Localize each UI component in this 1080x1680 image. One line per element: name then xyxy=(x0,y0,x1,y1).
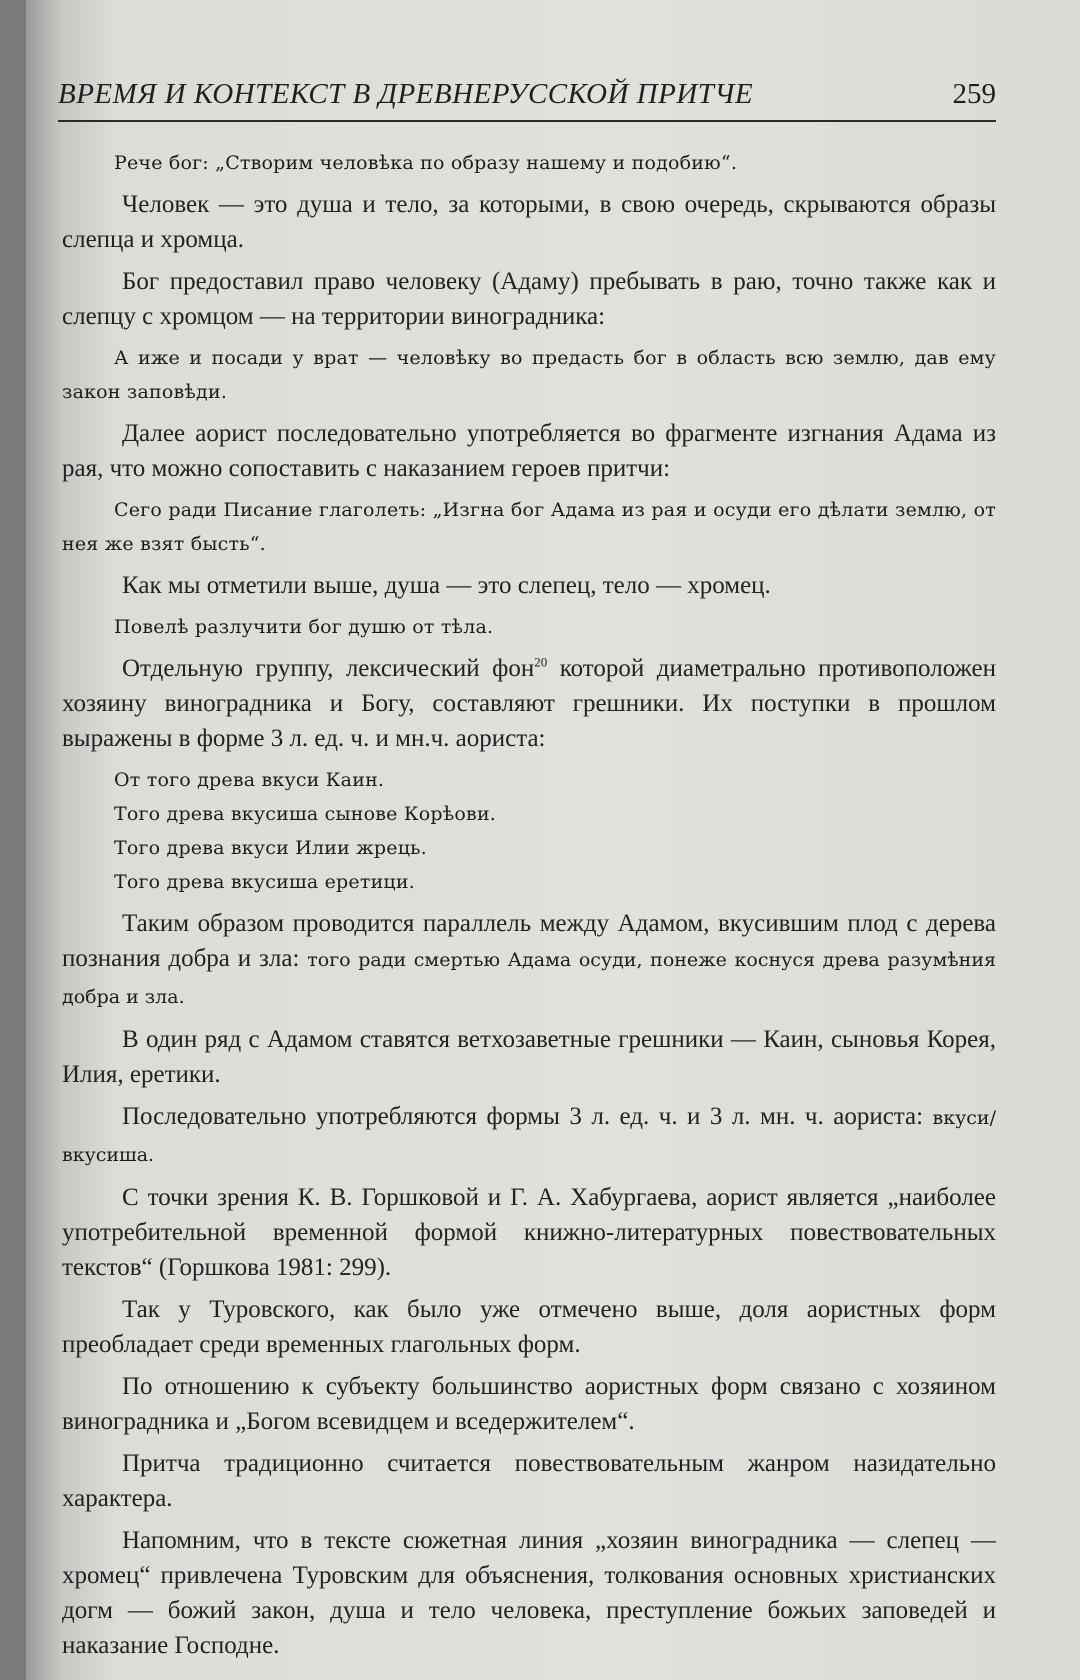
page-number: 259 xyxy=(952,78,996,110)
running-header xyxy=(58,72,996,122)
paragraph: Притча традиционно считается повествовательным жанром назидательно характера. xyxy=(62,1450,996,1512)
paragraph: Человек — это душа и тело, за которыми, в свою очередь, скрываются образы слепца и хромца. xyxy=(62,191,996,253)
quote-church-slavonic: А иже и посади у врат — человѣку во предасть бог в область всю землю, дав ему закон заповѣди. xyxy=(62,347,996,403)
quote-church-slavonic: Повелѣ разлучити бог душю от тѣла. xyxy=(114,616,494,638)
paragraph: По отношению к субъекту большинство аористных форм связано с хозяином виноградника и „Богом всевидцем и вседержителем“. xyxy=(62,1373,996,1435)
paragraph: Далее аорист последовательно употребляется во фрагменте изгнания Адама из рая, что можно сопоставить с наказанием героев притчи: xyxy=(62,420,996,482)
paragraph: С точки зрения К. В. Горшковой и Г. А. Хабургаева, аорист является „наиболее употребительной временной формой книжно-литературных повествовательных текстов“ (Горшкова 1981: 299). xyxy=(62,1184,996,1281)
running-title: ВРЕМЯ И КОНТЕКСТ В ДРЕВНЕРУССКОЙ ПРИТЧЕ xyxy=(58,78,754,110)
quote-church-slavonic: Сего ради Писание глаголеть: „Изгна бог Адама из рая и осуди его дѣлати землю, от нея же взят бысть“. xyxy=(62,499,996,555)
quote-church-slavonic: Того древа вкусиша еретици. xyxy=(114,871,415,893)
paragraph-text: Таким образом проводится параллель между Адамом, вкусившим плод с дерева познания добра и зла: xyxy=(62,910,996,972)
footnote-marker: 20 xyxy=(534,654,548,670)
paragraph: В один ряд с Адамом ставятся ветхозаветные грешники — Каин, сыновья Корея, Илия, еретики. xyxy=(62,1026,996,1088)
paragraph-with-footnote xyxy=(62,651,996,756)
book-page xyxy=(26,0,1080,1680)
paragraph-with-quote xyxy=(62,1099,996,1173)
paragraph: Так у Туровского, как было уже отмечено выше, доля аористных форм преобладает среди временных глагольных форм. xyxy=(62,1296,996,1358)
paragraph: Напомним, что в тексте сюжетная линия „хозяин виноградника — слепец — хромец“ привлечена Туровским для объяснения, толкования основных христианских догм — божий закон, душа и тело человека, преступление божьих заповедей и наказание Господне. xyxy=(62,1527,996,1659)
page-body xyxy=(62,146,996,1670)
quote-church-slavonic: Рече бог: „Створим человѣка по образу нашему и подобию“. xyxy=(114,152,738,174)
quote-church-slavonic: От того древа вкуси Каин. xyxy=(114,769,385,791)
paragraph: Как мы отметили выше, душа — это слепец, тело — хромец. xyxy=(122,572,771,599)
paragraph-text: которой диаметрально противоположен хозяину виноградника и Богу, составляют грешники. Их поступки в прошлом выражены в форме 3 л. ед. ч. и мн.ч. аориста: xyxy=(62,655,996,752)
paragraph-text: Отдельную группу, лексический фон xyxy=(122,655,535,682)
quote-church-slavonic: Того древа вкусиша сынове Корѣови. xyxy=(114,803,497,825)
paragraph: Бог предоставил право человеку (Адаму) пребывать в раю, точно также как и слепцу с хромцом — на территории виноградника: xyxy=(62,268,996,330)
inline-quote: того ради смертью Адама осуди, понеже коснуся древа разумѣния добра и зла. xyxy=(62,949,996,1008)
quote-church-slavonic: Того древа вкуси Илии жрець. xyxy=(114,837,427,859)
inline-quote: вкуси/ вкусиша. xyxy=(62,1107,996,1166)
paragraph-text: Последовательно употребляются формы 3 л. ед. ч. и 3 л. мн. ч. аориста: xyxy=(122,1103,933,1130)
paragraph-with-quote xyxy=(62,906,996,1015)
